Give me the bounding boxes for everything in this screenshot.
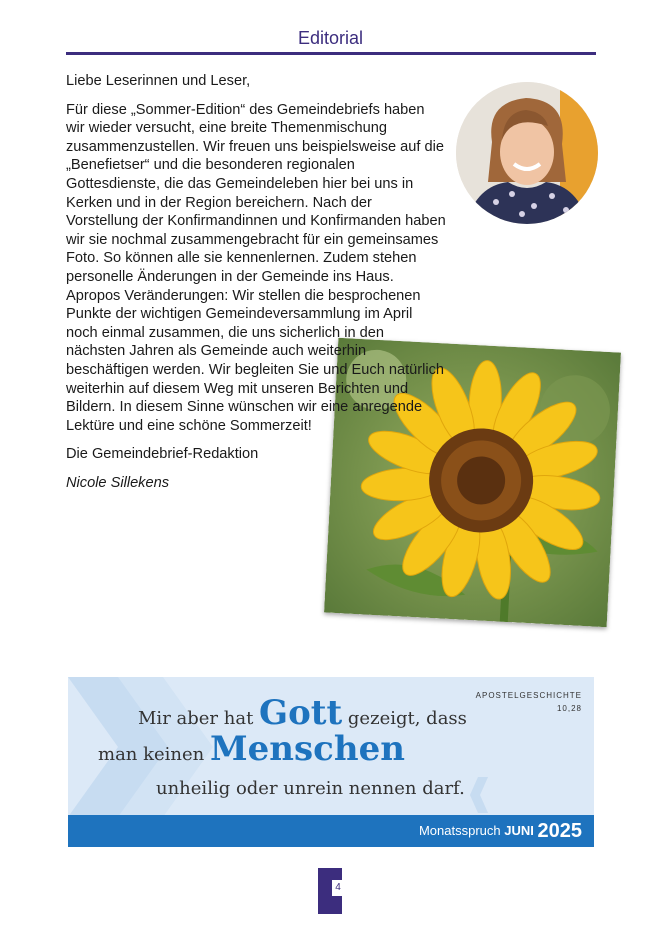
page-title: Editorial — [297, 28, 364, 48]
page-number: 4 — [332, 880, 344, 896]
verse-year: 2025 — [537, 820, 582, 842]
verse-number: 10,28 — [556, 704, 582, 713]
editorial-text — [66, 72, 596, 502]
verse-highlight-menschen: Menschen — [210, 729, 405, 769]
closing-line: Die Gemeindebrief-Redaktion — [66, 446, 259, 463]
signature: Nicole Sillekens — [66, 474, 170, 491]
monthly-verse-banner — [68, 677, 594, 847]
verse-line-1: Mir aber hat Gott gezeigt, dass — [138, 693, 467, 733]
verse-line-2: man keinen Menschen — [98, 729, 405, 769]
verse-book: APOSTELGESCHICHTE — [475, 691, 582, 700]
verse-highlight-gott: Gott — [259, 693, 343, 733]
salutation: Liebe Leserinnen und Leser, — [66, 73, 251, 89]
monatsspruch-label: Monatsspruch — [418, 823, 501, 838]
verse-month: JUNI — [504, 823, 534, 838]
banner-footer-bar — [68, 815, 594, 847]
verse-line-3: unheilig oder unrein nennen darf. — [156, 778, 465, 799]
header-divider — [66, 52, 596, 55]
editorial-paragraph: Für diese „Sommer-Edition“ des Gemeindebriefs haben wir wieder versucht, eine breite Themenmischung zusammenzustellen. Wir freuen uns beispielsweise auf die „Benefietser“ und die besonderen regionalen Gottesdienste, die das Gemeindeleben hier bei uns in Kerken und in der Region bereichern. Nach der Vorstellung der Konfirmandinnen und Konfirmanden haben wir sie nochmal zusammengebracht für ein gemeinsames Foto. So können alle sie kennenlernen. Zudem stehen personelle Änderungen in der Gemeinde ins Haus. Apropos Veränderungen: Wir stellen die besprochenen Punkte der wichtigen Gemeindeversammlung im April noch einmal zusammen, die uns sicherlich in den nächsten Jahren als Gemeinde auch weiterhin beschäftigen werden. Wir begleiten Sie und Euch natürlich weiterhin auf diesem Weg mit unseren Berichten und Bildern. In diesem Sinne wünschen wir eine anregende Lektüre und eine schöne Sommerzeit! — [66, 101, 446, 434]
